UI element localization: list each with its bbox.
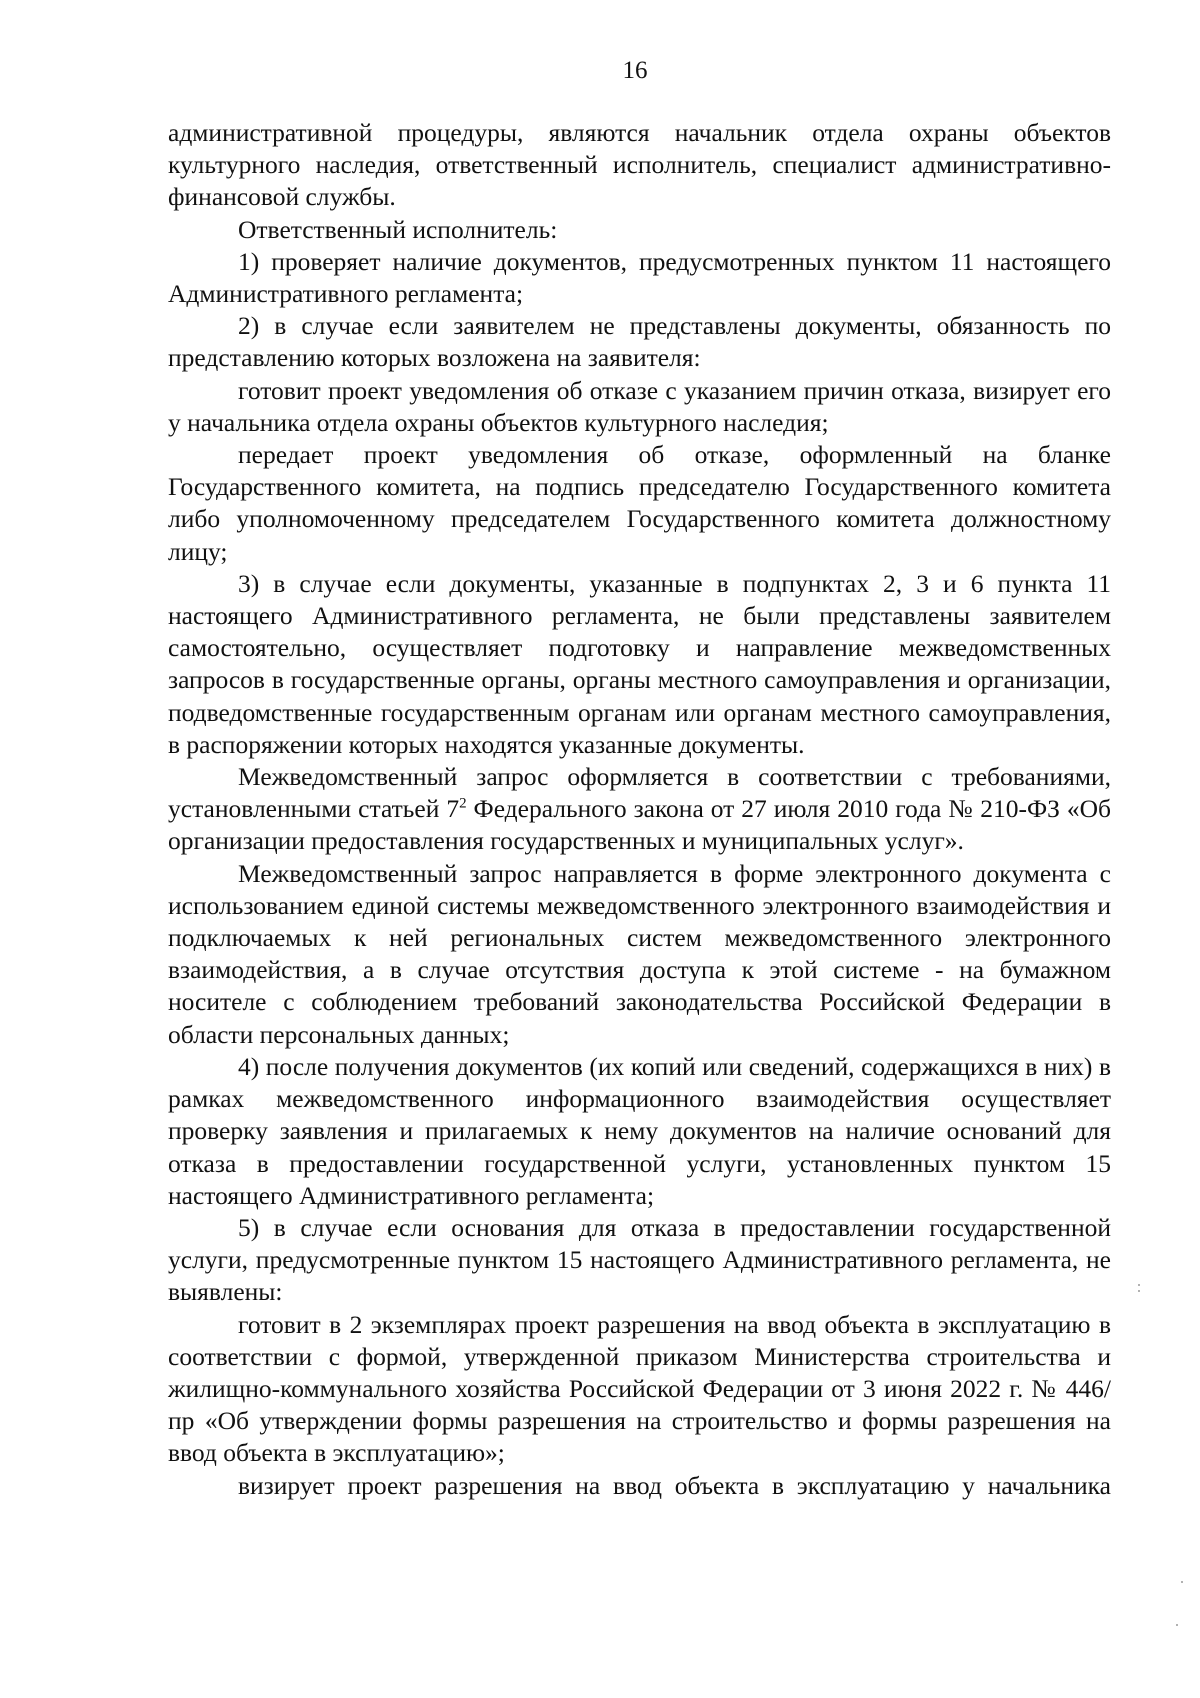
page-number: 16 [622, 57, 648, 84]
scan-speck [1181, 1581, 1183, 1583]
paragraph-prepare-refusal: готовит проект уведомления об отказе с указанием причин отказа, визирует его у начальника отдела охраны объектов культурного наследия; [168, 375, 1111, 437]
interagency-text-before: Межведомственный запрос оформляется в соответствии с требованиями, установленными статьей 7 [168, 762, 1111, 824]
paragraph-item-2: 2) в случае если заявителем не представлены документы, обязанность по представлению которых возложена на заявителя: [168, 311, 1111, 373]
paragraph-item-5: 5) в случае если основания для отказа в предоставлении государственной услуги, предусмотренные пунктом 15 настоящего Административного регламента, не выявлены: [168, 1212, 1111, 1307]
scan-speck [1138, 1290, 1140, 1292]
paragraph-interagency-request-electronic: Межведомственный запрос направляется в форме электронного документа с использованием единой системы межведомственного электронного взаимодействия и подключаемых к ней региональных систем межведомственного электронного взаимодействия, а в случае отсутствия доступа к этой системе - на бумажном носителе с соблюдением требований законодательства Российской Федерации в области персональных данных; [168, 858, 1111, 1049]
scan-speck [1138, 1284, 1140, 1286]
scan-speck [1176, 1624, 1178, 1626]
paragraph-interagency-request-form [168, 761, 1111, 858]
article-superscript: 2 [459, 795, 467, 812]
document-body [168, 117, 1111, 1502]
paragraph-item-4: 4) после получения документов (их копий или сведений, содержащихся в них) в рамках межведомственного информационного взаимодействия осуществляет проверку заявления и прилагаемых к нему документов на наличие оснований для отказа в предоставлении государственной услуги, установленных пунктом 15 настоящего Административного регламента; [168, 1051, 1111, 1210]
paragraph-prepare-permit: готовит в 2 экземплярах проект разрешения на ввод объекта в эксплуатацию в соответствии с формой, утвержденной приказом Министерства строительства и жилищно-коммунального хозяйства Российской Федерации от 3 июня 2022 г. № 446/пр «Об утверждении формы разрешения на строительство и формы разрешения на ввод объекта в эксплуатацию»; [168, 1309, 1111, 1468]
paragraph-transfer-refusal: передает проект уведомления об отказе, оформленный на бланке Государственного комитета, на подпись председателю Государственного комитета либо уполномоченному председателем Государственного комитета должностному лицу; [168, 440, 1111, 566]
interagency-text-after: Федерального закона от 27 июля 2010 года № 210-ФЗ «Об организации предоставления государственных и муниципальных услуг». [168, 794, 1111, 856]
paragraph-responsible-officers: административной процедуры, являются начальник отдела охраны объектов культурного наследия, ответственный исполнитель, специалист административно-финансовой службы. [168, 118, 1111, 212]
paragraph-item-1: 1) проверяет наличие документов, предусмотренных пунктом 11 настоящего Административного регламента; [168, 246, 1111, 309]
paragraph-executor-heading: Ответственный исполнитель: [238, 214, 558, 244]
paragraph-endorse-permit: визирует проект разрешения на ввод объекта в эксплуатацию у начальника [238, 1470, 1111, 1500]
paragraph-item-3: 3) в случае если документы, указанные в подпунктах 2, 3 и 6 пункта 11 настоящего Административного регламента, не были представлены заявителем самостоятельно, осуществляет подготовку и направление межведомственных запросов в государственные органы, органы местного самоуправления и организации, подведомственные государственным органам или органам местного самоуправления, в распоряжении которых находятся указанные документы. [168, 568, 1111, 759]
